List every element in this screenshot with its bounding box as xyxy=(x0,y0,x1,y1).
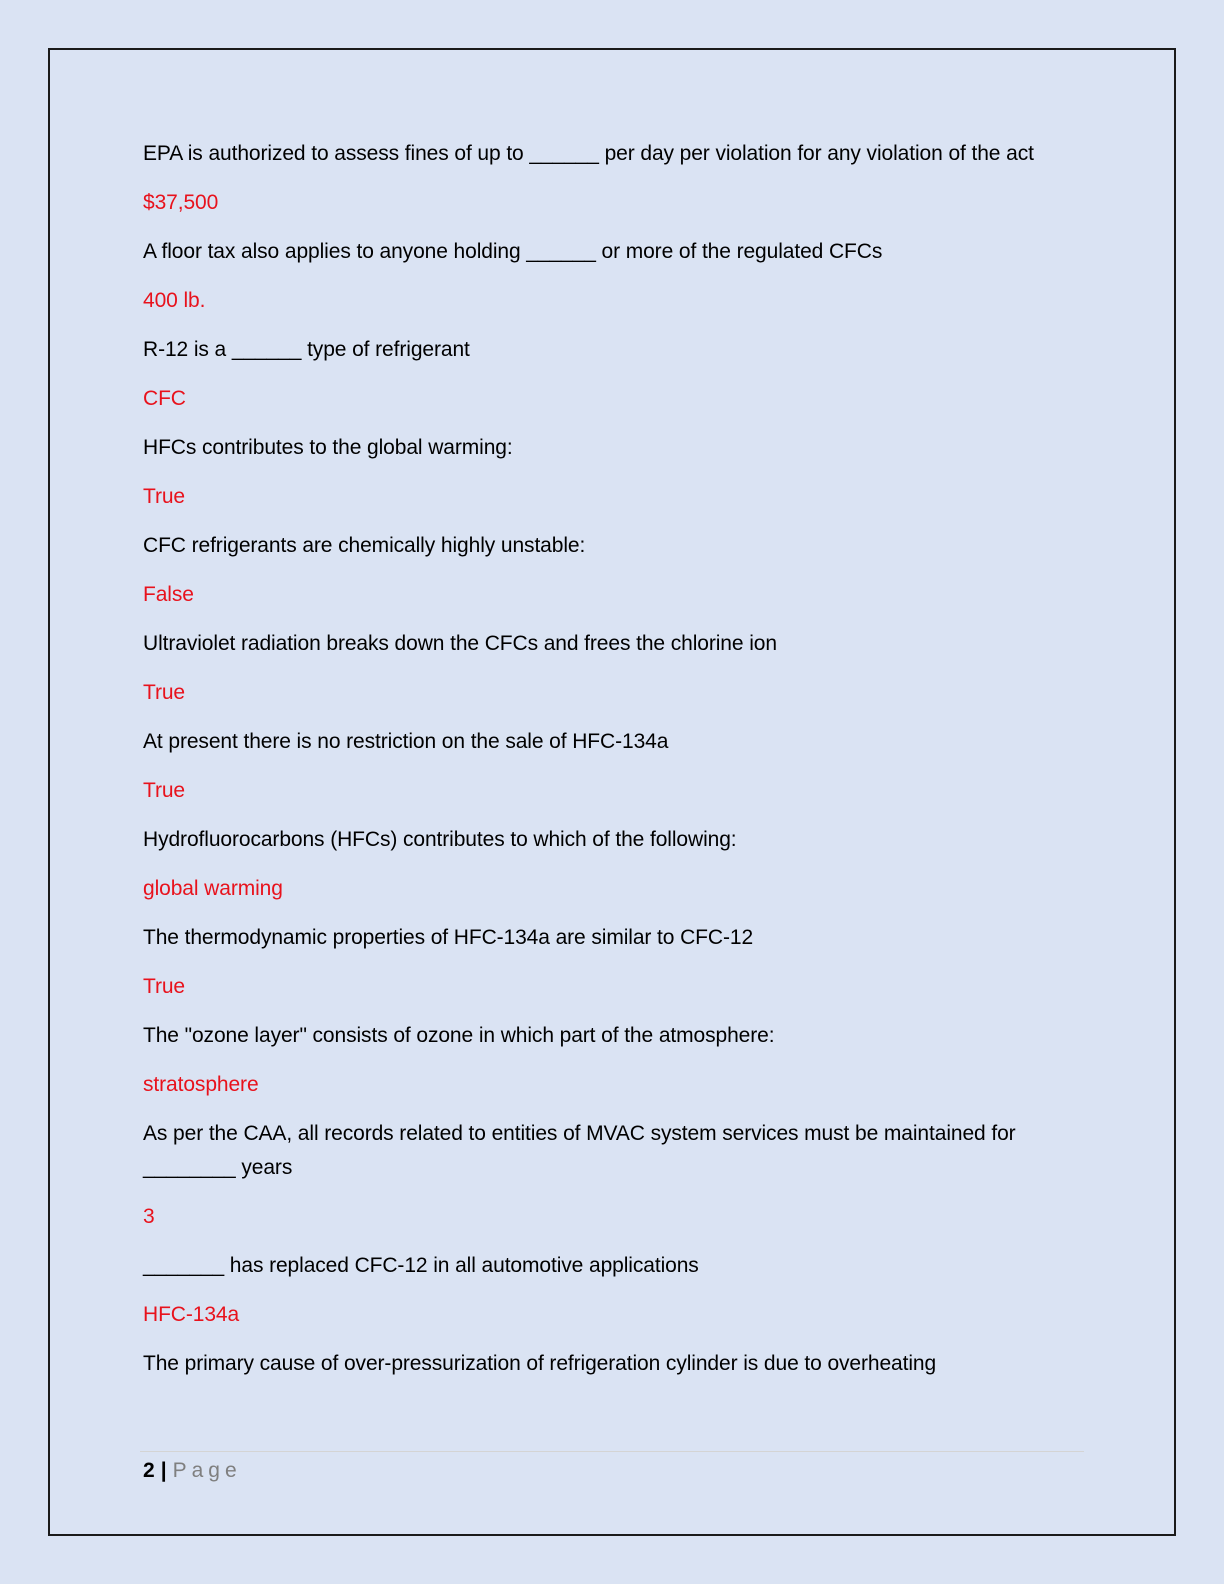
question-text: Hydrofluorocarbons (HFCs) contributes to which of the following: xyxy=(143,828,737,851)
question-text: The thermodynamic properties of HFC-134a are similar to CFC-12 xyxy=(143,926,754,949)
answer-text: CFC xyxy=(143,387,186,410)
question-text: _______ has replaced CFC-12 in all automotive applications xyxy=(143,1254,699,1277)
answer-text: global warming xyxy=(143,877,283,900)
answer-text: True xyxy=(143,681,185,704)
answer-text: 400 lb. xyxy=(143,289,206,312)
answer-text: 3 xyxy=(143,1205,155,1228)
answer-text: True xyxy=(143,485,185,508)
question-text: The primary cause of over-pressurization of refrigeration cylinder is due to overheating xyxy=(143,1352,937,1375)
question-text: A floor tax also applies to anyone holding ______ or more of the regulated CFCs xyxy=(143,240,883,263)
question-text: The "ozone layer" consists of ozone in which part of the atmosphere: xyxy=(143,1024,775,1047)
answer-text: $37,500 xyxy=(143,191,219,214)
answer-text: HFC-134a xyxy=(143,1303,240,1326)
question-text: R-12 is a ______ type of refrigerant xyxy=(143,338,470,361)
question-text: Ultraviolet radiation breaks down the CFCs and frees the chlorine ion xyxy=(143,632,777,655)
question-text: EPA is authorized to assess fines of up to ______ per day per violation for any violation of the act xyxy=(143,142,1034,165)
page-footer xyxy=(143,1457,242,1485)
answer-text: False xyxy=(143,583,194,606)
page-label: Page xyxy=(172,1459,242,1482)
footer-divider xyxy=(140,1451,1084,1452)
footer-separator: | xyxy=(160,1459,167,1482)
question-text: CFC refrigerants are chemically highly unstable: xyxy=(143,534,586,557)
answer-text: True xyxy=(143,975,185,998)
question-text: HFCs contributes to the global warming: xyxy=(143,436,513,459)
answer-text: stratosphere xyxy=(143,1073,259,1096)
document-body xyxy=(143,137,1078,1396)
answer-text: True xyxy=(143,779,185,802)
page-number: 2 xyxy=(143,1459,155,1482)
question-text: As per the CAA, all records related to entities of MVAC system services must be maintained for ________ years xyxy=(143,1122,1016,1179)
question-text: At present there is no restriction on the sale of HFC-134a xyxy=(143,730,669,753)
